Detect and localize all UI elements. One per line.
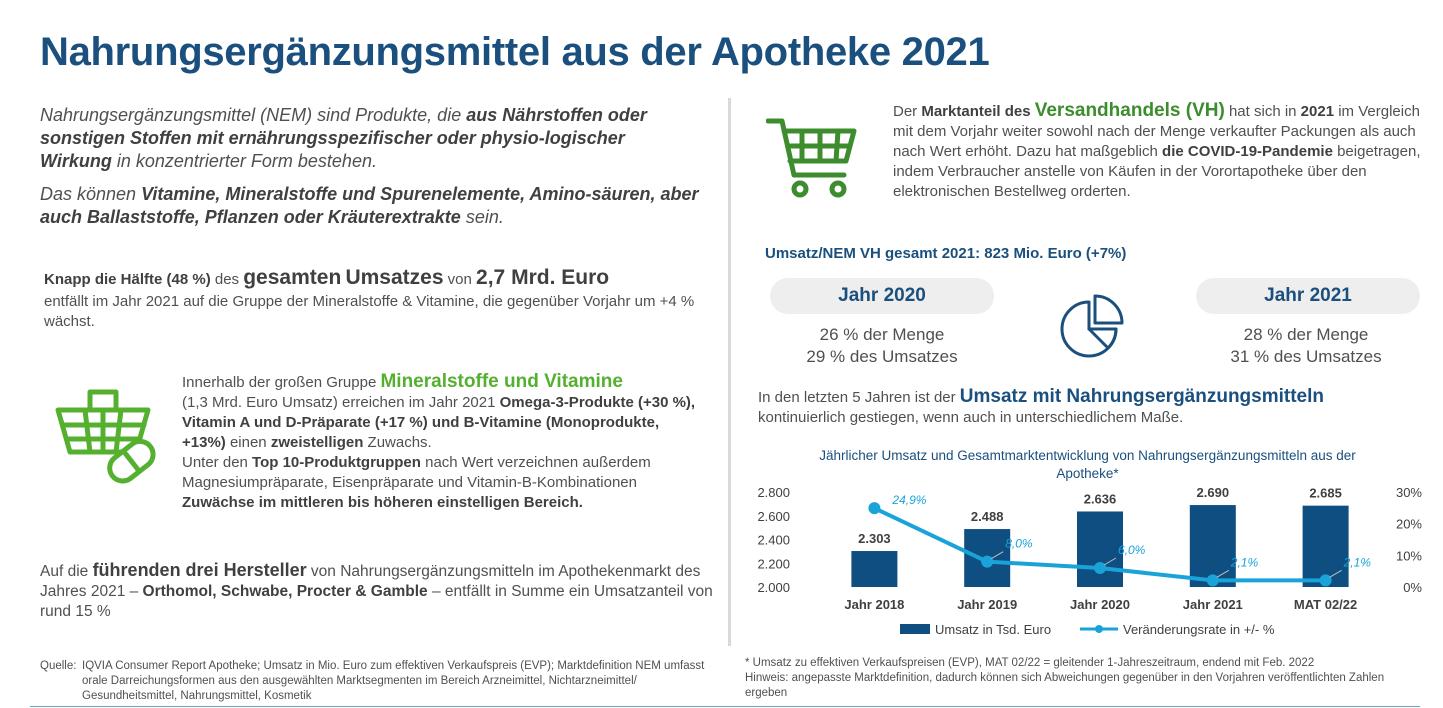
rate-value-label: 24,9% [892, 493, 927, 508]
stat-year-2021: Jahr 2021 [1196, 278, 1420, 314]
intro-paragraph-2 [40, 183, 700, 229]
legend-line-marker [1095, 625, 1103, 633]
trend-paragraph: In den letzten 5 Jahren ist der Umsatz mit Nahrungsergänzungsmitteln kontinuierlich gestiegen, wenn auch in unterschiedlichem Maße. [758, 386, 1325, 426]
legend-bar-swatch [900, 624, 930, 634]
intro-p1-fragment: aus Nährstoffen oder sonstigen Stoffen mit ernährungsspezifischer oder physio-logischer Wirkung [40, 105, 647, 171]
rate-value-label: 2,1% [1343, 555, 1371, 570]
y-left-tick-label: 2.000 [757, 580, 790, 595]
bar-value-label: 2.303 [858, 531, 891, 547]
bar [851, 551, 897, 587]
vh-paragraph: Der Marktanteil des Versandhandels (VH) hat sich in 2021 im Vergleich mit dem Vorjahr weiter sowohl nach der Menge verkaufter Packungen als auch nach Wert erhöht. Dazu hat maßgeblich die COVID-19-Pandemie beigetragen, indem Verbraucher anstelle von Käufen in der Vorortapotheke über den elektronischen Bestellweg orderten. [893, 100, 1421, 200]
rate-point [1094, 562, 1106, 574]
column-divider [728, 98, 731, 646]
vh-total: Umsatz/NEM VH gesamt 2021: 823 Mio. Euro (+7%) [765, 245, 1127, 262]
stat-2021-sales: 31 % des Umsatzes [1230, 347, 1382, 366]
bottom-rule [30, 706, 1420, 707]
intro-p1-fragment: in konzentrierter Form bestehen. [111, 151, 377, 171]
y-left-tick-label: 2.400 [757, 532, 790, 548]
bar [1077, 511, 1123, 587]
intro-paragraph-1 [40, 104, 700, 173]
y-right-tick-label: 0% [1403, 580, 1422, 595]
y-right-tick-label: 10% [1395, 548, 1422, 564]
basket-capsule-icon [52, 384, 162, 494]
y-left-tick-label: 2.800 [757, 485, 790, 500]
rate-point [981, 556, 993, 568]
intro-p2-fragment: Vitamine, Mineralstoffe und Spurenelemente, Amino-säuren, aber auch Ballaststoffe, Pflanzen oder Kräuterextrakte [40, 184, 699, 227]
sales-chart [740, 480, 1430, 645]
rate-value-label: 6,0% [1118, 543, 1146, 557]
rate-point [868, 502, 880, 514]
bar-value-label: 2.685 [1309, 485, 1342, 501]
manufacturers-paragraph: Auf die führenden drei Hersteller von Nahrungsergänzungsmitteln im Apothekenmarkt des Jahres 2021 – Orthomol, Schwabe, Procter & Gamble – entfällt in Summe ein Umsatzanteil von rund 15 % [40, 560, 713, 620]
rate-point [1207, 574, 1219, 586]
stat-year-2020: Jahr 2020 [770, 278, 994, 314]
x-tick-label: Jahr 2019 [957, 597, 1018, 612]
intro-p2-fragment: Das können [40, 184, 142, 204]
intro-p1-fragment: Nahrungsergänzungsmittel (NEM) sind Produkte, die [40, 105, 467, 125]
y-left-tick-label: 2.200 [757, 556, 790, 572]
x-tick-label: Jahr 2020 [1070, 597, 1130, 612]
y-right-tick-label: 30% [1395, 485, 1422, 500]
intro-p2-fragment: sein. [460, 207, 504, 227]
source-right: * Umsatz zu effektiven Verkaufspreisen (EVP), MAT 02/22 = gleitender 1-Jahreszeitraum, endend mit Feb. 2022 Hinweis: angepasste Marktdefinition, dadurch können sich Abweichungen gegenüber in den Vorjahren veröffentlichten Zahlen ergeben [745, 657, 1385, 699]
stat-2020-quantity: 26 % der Menge [819, 325, 945, 344]
rate-value-label: 2,1% [1230, 555, 1259, 570]
stat-2021-quantity: 28 % der Menge [1243, 325, 1369, 344]
bar-value-label: 2.690 [1196, 485, 1230, 501]
shopping-cart-icon [766, 117, 858, 199]
x-tick-label: Jahr 2018 [844, 597, 905, 612]
x-tick-label: MAT 02/22 [1293, 597, 1358, 612]
rate-point [1320, 574, 1332, 586]
stat-2020-sales: 29 % des Umsatzes [806, 347, 958, 366]
y-right-tick-label: 20% [1395, 516, 1422, 532]
chart-title: Jährlicher Umsatz und Gesamtmarktentwicklung von Nahrungsergänzungsmitteln aus der Apotheke* [819, 448, 1356, 481]
minerals-paragraph: Innerhalb der großen Gruppe Mineralstoffe und Vitamine (1,3 Mrd. Euro Umsatz) erreichen im Jahr 2021 Omega-3-Produkte (+30 %), Vitamin A und D-Präparate (+17 %) und B-Vitamine (Monoprodukte, +13%) einen zweistelligen Zuwachs. Unter den Top 10-Produktgruppen nach Wert verzeichnen außerdem Magnesiumpräparate, Eisenpräparate und Vitamin-B-Kombinationen Zuwächse im mittleren bis höheren einstelligen Bereich. [182, 371, 696, 511]
x-tick-label: Jahr 2021 [1182, 597, 1243, 612]
legend-bar-label: Umsatz in Tsd. Euro [935, 622, 1052, 637]
y-left-tick-label: 2.600 [757, 508, 790, 524]
source-left: Quelle: IQVIA Consumer Report Apotheke; Umsatz in Mio. Euro zum effektiven Verkaufspreis (EVP); Marktdefinition NEM umfasst orale Darreichungsformen aus den ausgewählten Marktsegmenten im Bereich Arzneimittel, Nichtarzneimittel/ Gesundheitsmittel, Nahrungsmittel, Kosmetik [40, 660, 705, 702]
half-sales-paragraph: Knapp die Hälfte (48 %) des gesamten Umsatzes von 2,7 Mrd. Euro entfällt im Jahr 2021 auf die Gruppe der Mineralstoffe & Vitamine, die gegenüber Vorjahr um +4 % wächst. [44, 266, 695, 330]
legend-line-label: Veränderungsrate in +/- % [1123, 622, 1275, 637]
rate-value-label: 8,0% [1005, 536, 1033, 551]
bar-value-label: 2.636 [1083, 491, 1117, 507]
pie-chart-icon [1058, 294, 1126, 362]
page-title: Nahrungsergänzungsmittel aus der Apotheke 2021 [40, 30, 990, 74]
bar-value-label: 2.488 [970, 509, 1004, 525]
